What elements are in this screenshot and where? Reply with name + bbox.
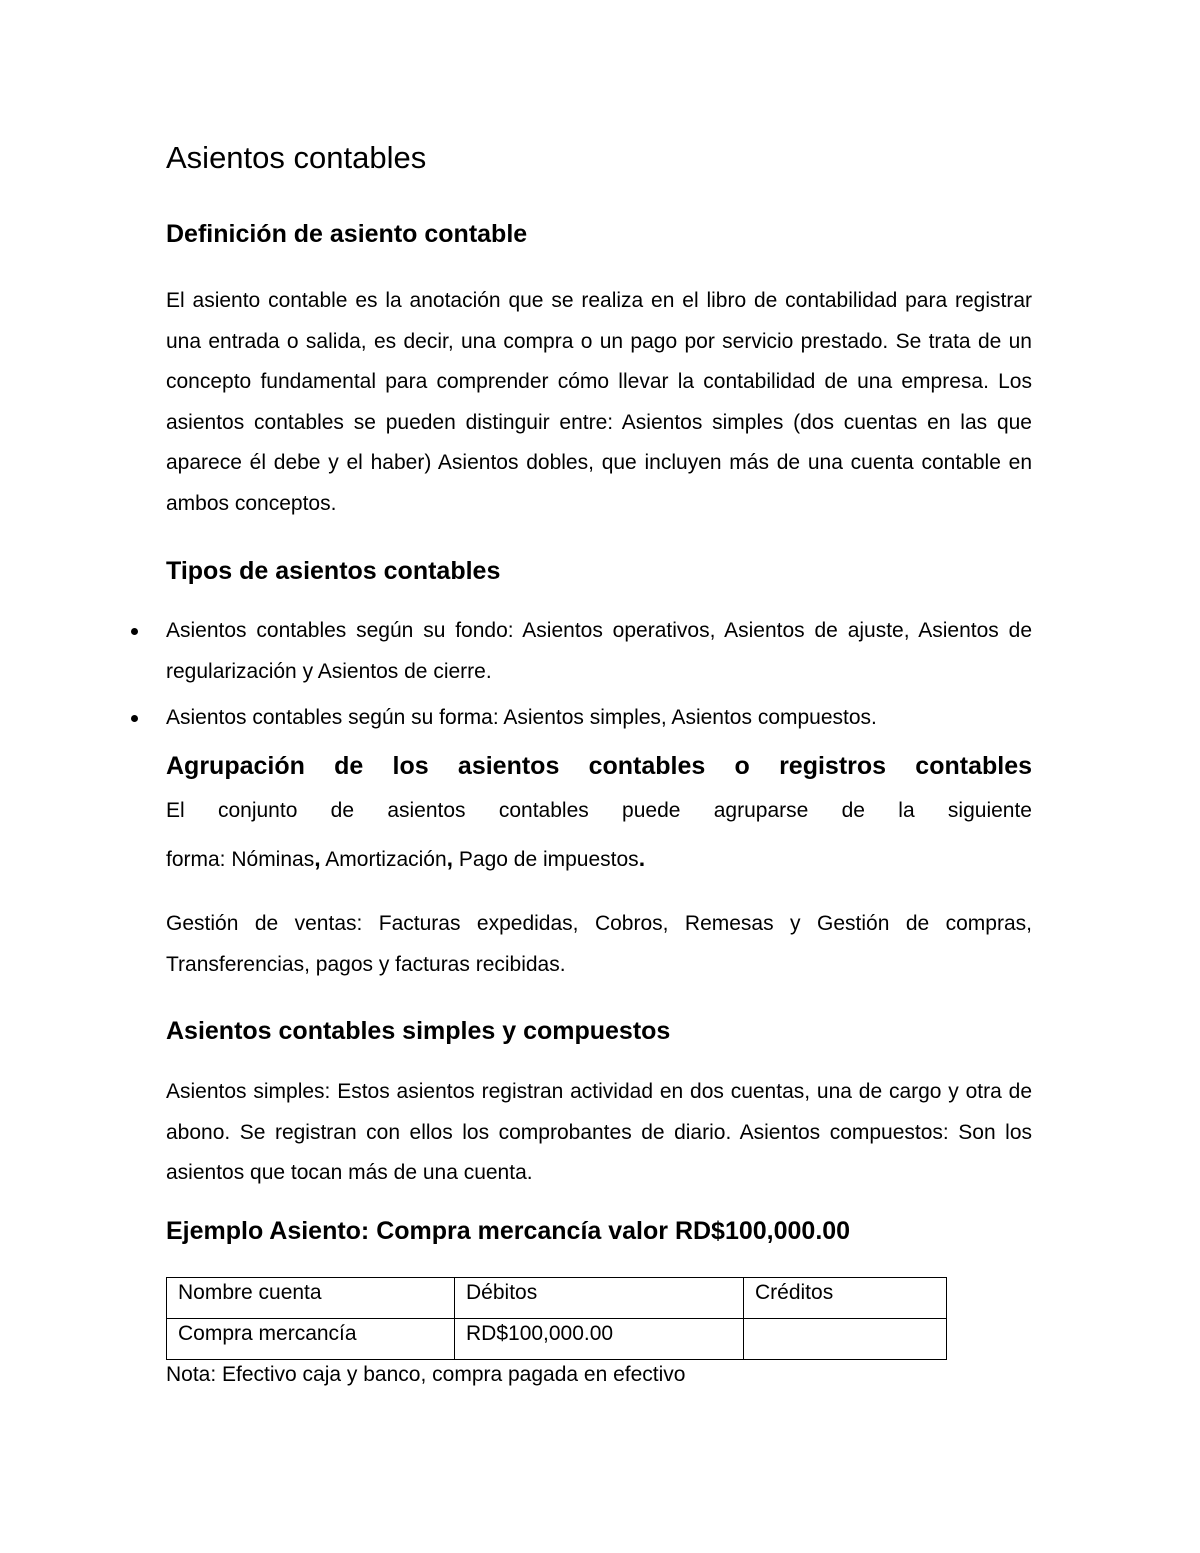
grouping-period: . — [638, 845, 646, 871]
types-bullet-list — [166, 611, 1032, 739]
cell-account: Compra mercancía — [167, 1319, 455, 1360]
bullet-icon — [131, 628, 138, 635]
grouping-forms-impuestos: Pago de impuestos — [453, 848, 639, 871]
definition-heading: Definición de asiento contable — [166, 220, 528, 248]
grouping-line-1: El conjunto de asientos contables puede agruparse de la siguiente — [166, 799, 1032, 822]
journal-entry-table — [166, 1277, 947, 1360]
grouping-comma-1: , — [314, 845, 321, 871]
grouping-comma-2: , — [446, 845, 454, 871]
list-item — [166, 611, 1032, 692]
simple-compound-heading: Asientos contables simples y compuestos — [166, 1017, 671, 1045]
bullet-text: Asientos contables según su fondo: Asientos operativos, Asientos de ajuste, Asientos de regularización y Asientos de cierre. — [166, 619, 1032, 683]
grouping-forms-nominas: forma: Nóminas — [166, 848, 315, 871]
header-cell-debits: Débitos — [455, 1278, 744, 1319]
bullet-text: Asientos contables según su forma: Asientos simples, Asientos compuestos. — [166, 706, 877, 730]
grouping-line-2 — [166, 838, 645, 880]
header-cell-account: Nombre cuenta — [167, 1278, 455, 1319]
example-note: Nota: Efectivo caja y banco, compra pagada en efectivo — [166, 1363, 686, 1386]
cell-credit — [744, 1319, 947, 1360]
grouping-forms-amortizacion: Amortización — [320, 848, 447, 871]
table-header-row — [167, 1278, 947, 1319]
grouping-paragraph-2: Gestión de ventas: Facturas expedidas, Cobros, Remesas y Gestión de compras, Transferencias, pagos y facturas recibidas. — [166, 912, 1032, 976]
header-cell-credits: Créditos — [744, 1278, 947, 1319]
example-heading: Ejemplo Asiento: Compra mercancía valor RD$100,000.00 — [166, 1217, 851, 1245]
bullet-icon — [131, 715, 138, 722]
definition-paragraph: El asiento contable es la anotación que se realiza en el libro de contabilidad para registrar una entrada o salida, es decir, una compra o un pago por servicio prestado. Se trata de un concepto fundamental para comprender cómo llevar la contabilidad de una empresa. Los asientos contables se pueden distinguir entre: Asientos simples (dos cuentas en las que aparece él debe y el haber) Asientos dobles, que incluyen más de una cuenta contable en ambos conceptos. — [166, 289, 1032, 515]
types-heading: Tipos de asientos contables — [166, 557, 501, 585]
document-title: Asientos contables — [166, 140, 427, 175]
list-item — [166, 698, 1032, 739]
simple-compound-paragraph: Asientos simples: Estos asientos registran actividad en dos cuentas, una de cargo y otra de abono. Se registran con ellos los comprobantes de diario. Asientos compuestos: Son los asientos que tocan más de una cuenta. — [166, 1080, 1032, 1185]
cell-debit: RD$100,000.00 — [455, 1319, 744, 1360]
grouping-heading: Agrupación de los asientos contables o registros contables — [166, 752, 1032, 780]
table-row — [167, 1319, 947, 1360]
